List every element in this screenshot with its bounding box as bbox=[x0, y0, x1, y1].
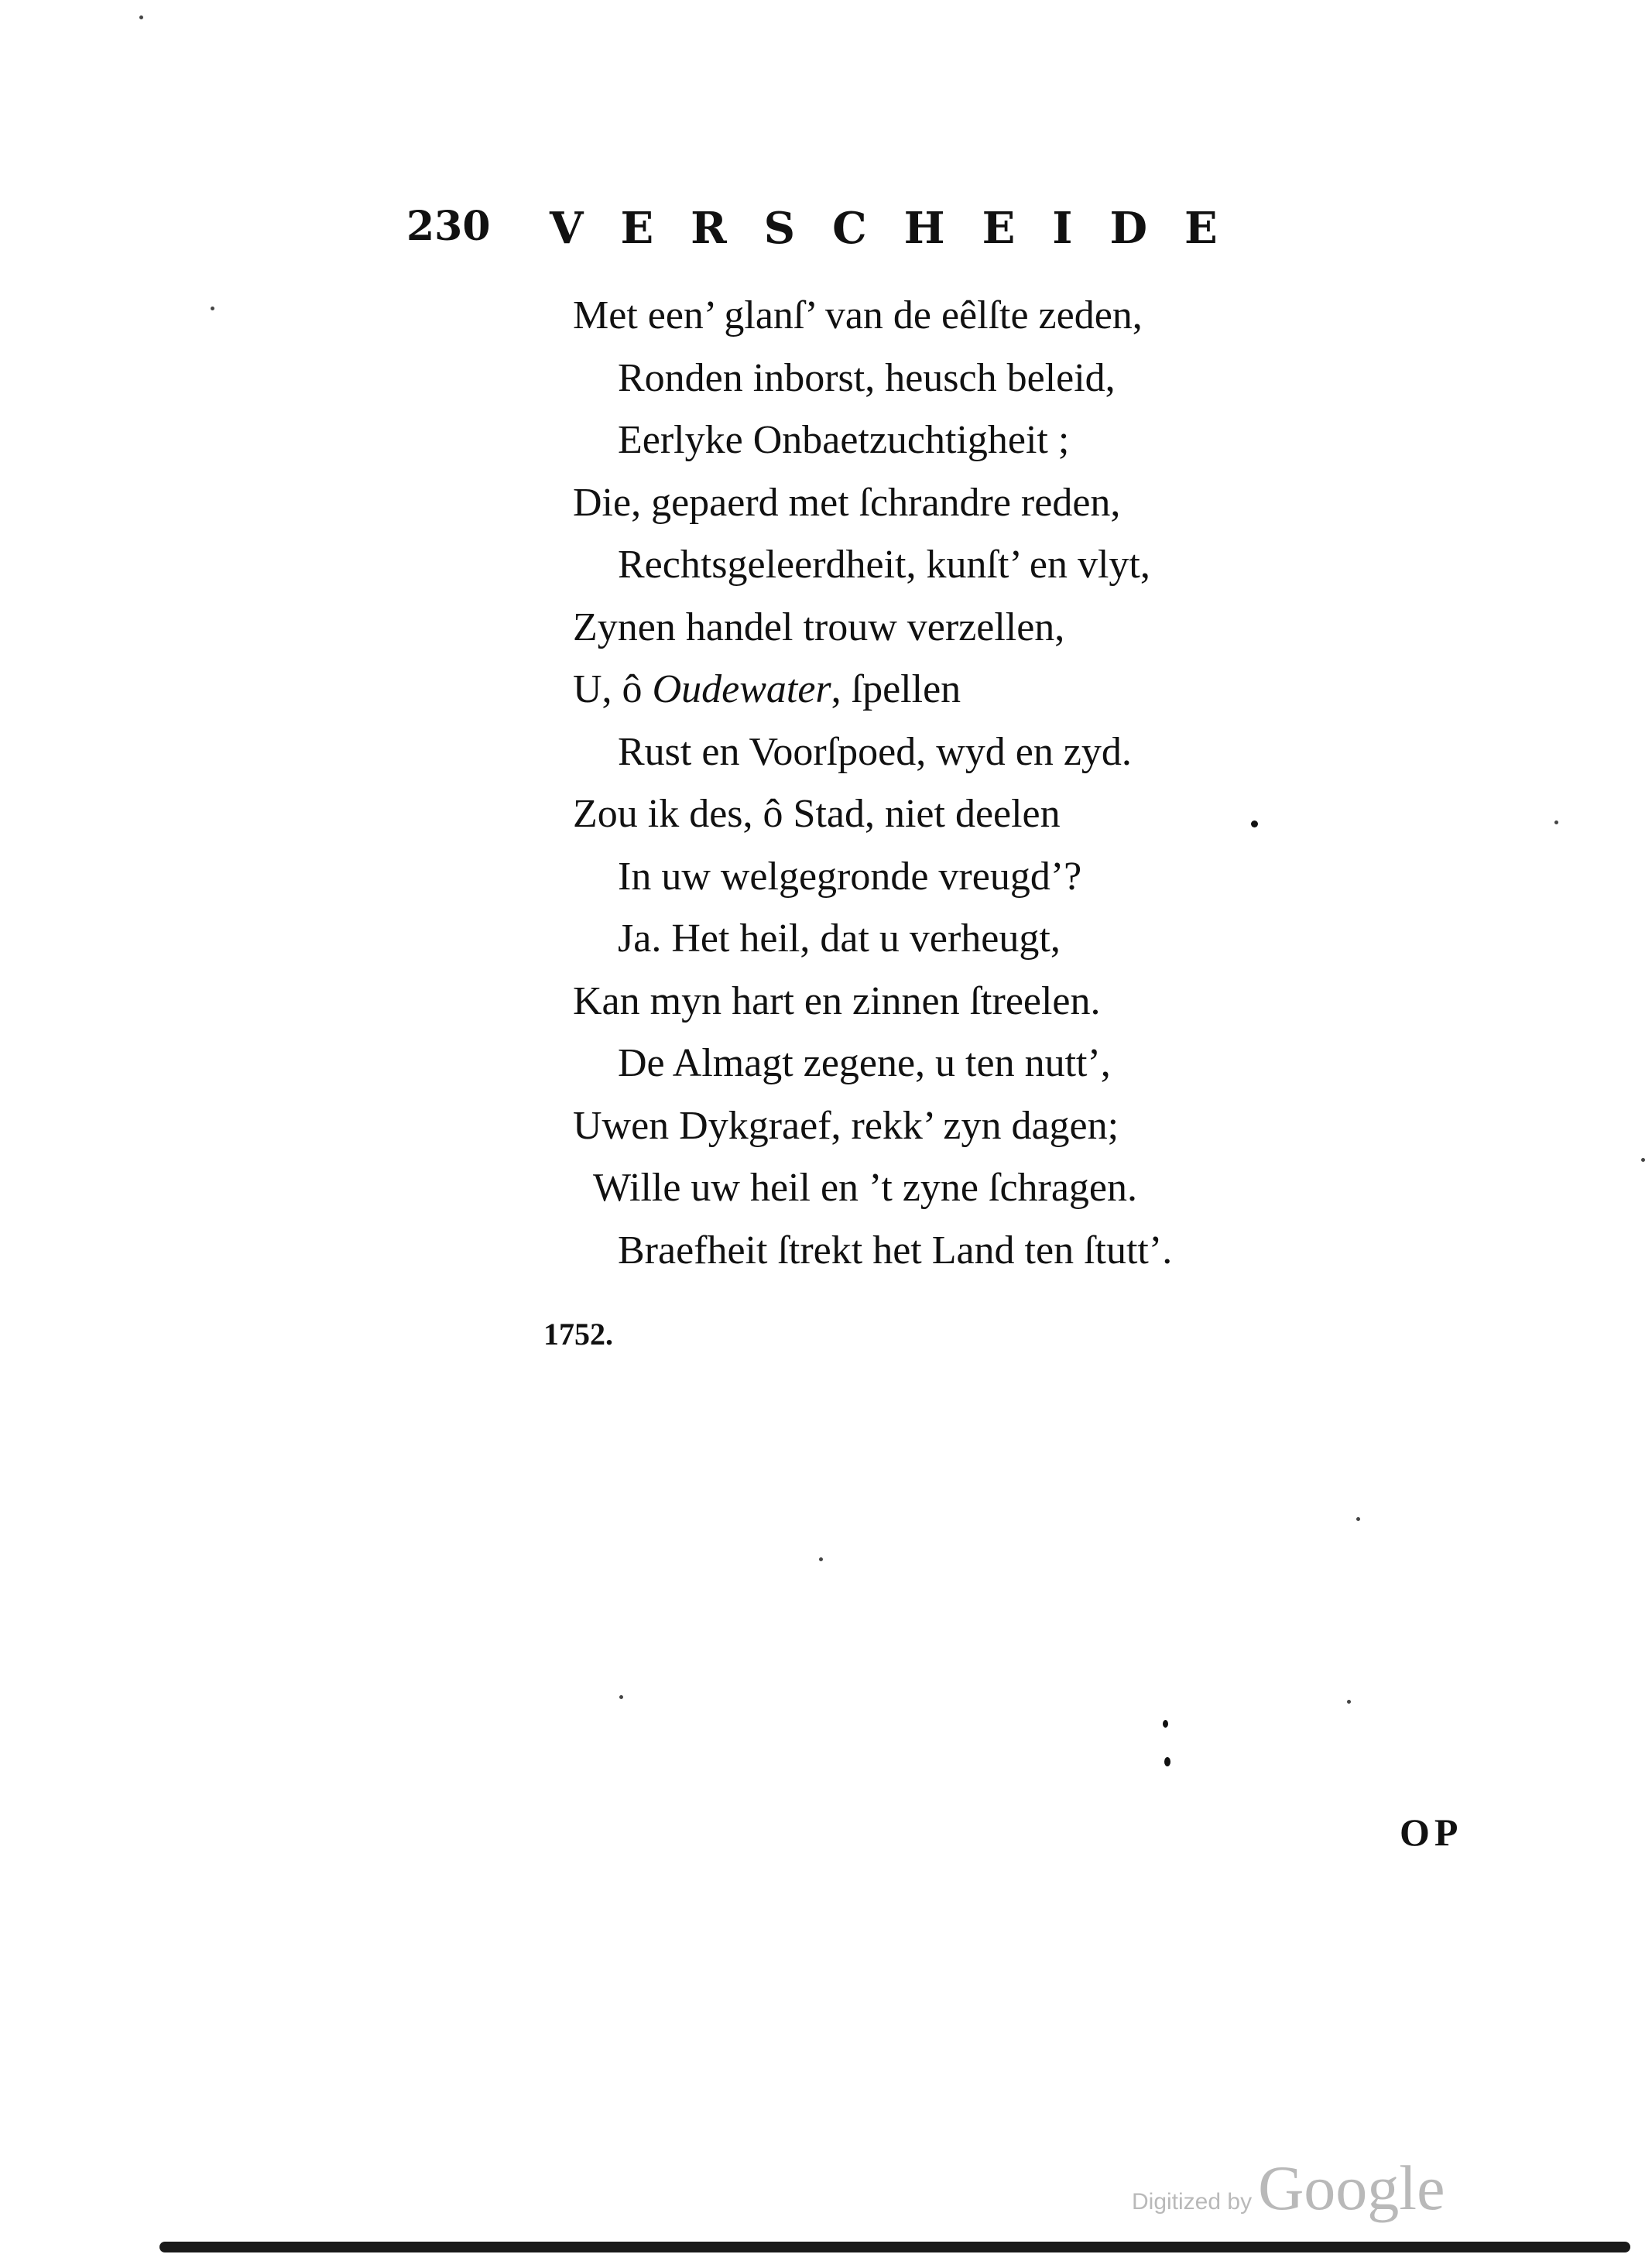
poem-stanza bbox=[573, 285, 1172, 1282]
watermark-prefix: Digitized by bbox=[1132, 2189, 1253, 2215]
scan-speck bbox=[1251, 820, 1258, 827]
scan-speck bbox=[619, 1695, 623, 1699]
poem-line: Eerlyke Onbaetzuchtigheit ; bbox=[618, 418, 1070, 462]
place-name: Oudewater bbox=[652, 667, 831, 711]
watermark-logo: Google bbox=[1258, 2153, 1445, 2223]
poem-line: Zou ik des, ô Stad, niet deelen bbox=[573, 792, 1061, 836]
poem-line: Wille uw heil en ’t zyne ſchragen. bbox=[593, 1166, 1138, 1210]
digitization-watermark bbox=[1132, 2152, 1445, 2225]
scan-speck bbox=[1163, 1720, 1168, 1728]
scan-speck bbox=[1347, 1700, 1351, 1704]
poem-line: Uwen Dykgraef, rekk’ zyn dagen; bbox=[573, 1103, 1119, 1148]
poem-line: Ja. Het heil, dat u verheugt, bbox=[618, 916, 1061, 961]
scan-speck bbox=[211, 307, 214, 310]
poem-line: Die, gepaerd met ſchrandre reden, bbox=[573, 480, 1121, 525]
scan-speck bbox=[1356, 1517, 1360, 1521]
running-title: VERSCHEIDE bbox=[550, 203, 1255, 254]
page-number: 230 bbox=[406, 203, 491, 250]
poem-line: Ronden inborst, heusch beleid, bbox=[618, 355, 1116, 400]
scan-speck bbox=[1554, 820, 1558, 824]
poem-line-text: U, ô bbox=[573, 667, 653, 711]
poem-date: 1752. bbox=[543, 1317, 613, 1351]
poem-line: In uw welgegronde vreugd’? bbox=[618, 854, 1082, 899]
poem-line: Zynen handel trouw verzellen, bbox=[573, 605, 1065, 649]
scan-speck bbox=[139, 15, 143, 19]
scan-speck bbox=[1164, 1757, 1170, 1766]
poem-line bbox=[573, 659, 1172, 721]
scan-speck bbox=[819, 1557, 823, 1561]
scan-speck bbox=[1641, 1158, 1645, 1162]
poem-line: Rust en Voorſpoed, wyd en zyd. bbox=[618, 729, 1132, 774]
poem-line: Met een’ glanſ’ van de eêlſte zeden, bbox=[573, 293, 1143, 337]
page-bottom-edge bbox=[159, 2242, 1630, 2252]
poem-line-text: , ſpellen bbox=[831, 667, 961, 711]
poem-line: Rechtsgeleerdheit, kunſt’ en vlyt, bbox=[618, 543, 1150, 587]
poem-line: De Almagt zegene, u ten nutt’, bbox=[618, 1041, 1111, 1085]
poem-line: Kan myn hart en zinnen ſtreelen. bbox=[573, 978, 1101, 1023]
catchword: OP bbox=[1400, 1811, 1463, 1854]
poem-line: Braefheit ſtrekt het Land ten ſtutt’. bbox=[618, 1228, 1173, 1273]
